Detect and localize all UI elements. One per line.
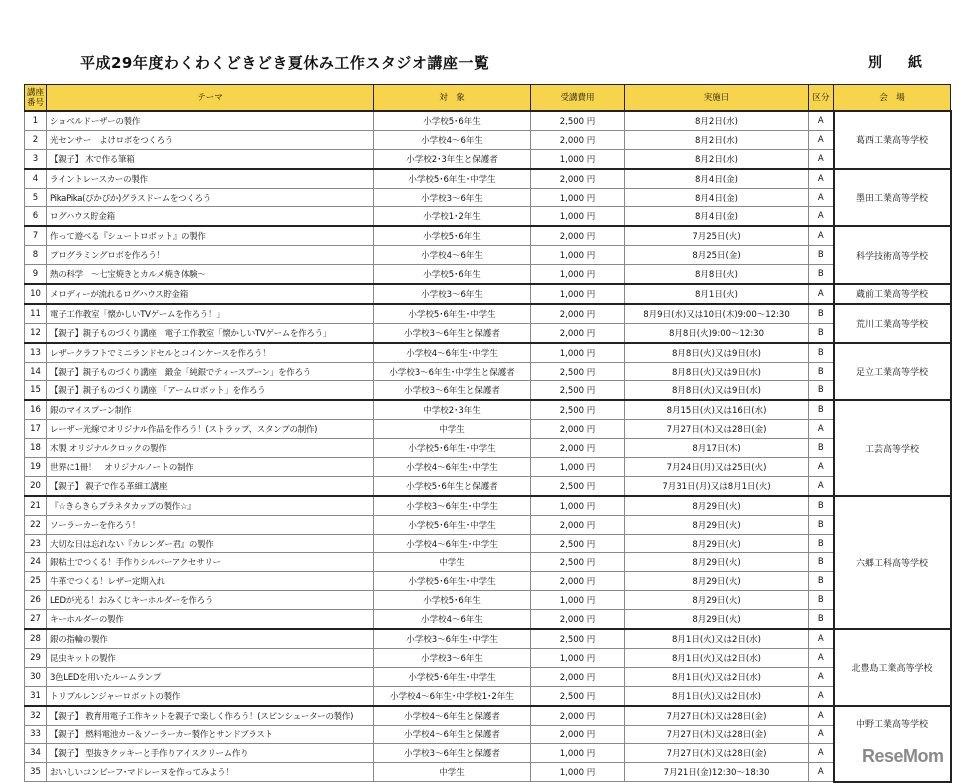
course-venue: 六郷工科高等学校 (834, 496, 951, 629)
table-row (25, 686, 951, 705)
course-theme: 牛革でつくる！レザー定期入れ (47, 572, 374, 591)
course-theme: 木製 オリジナルクロックの製作 (47, 439, 374, 458)
course-number: 6 (25, 207, 47, 226)
table-row (25, 149, 951, 168)
course-fee: 2,000 円 (531, 725, 625, 744)
table-row (25, 188, 951, 207)
course-target: 中学生 (374, 553, 531, 572)
course-date: 8月17日(木) (625, 439, 809, 458)
course-theme: 【親子】 木で作る筆箱 (47, 149, 374, 168)
table-row (25, 667, 951, 686)
course-fee: 2,000 円 (531, 304, 625, 323)
course-number: 29 (25, 648, 47, 667)
header-target: 対 象 (374, 85, 531, 112)
course-theme: 銀粘土でつくる！手作りシルバーアクセサリー (47, 553, 374, 572)
table-row (25, 439, 951, 458)
table-row (25, 629, 951, 648)
course-date: 8月29日(火) (625, 534, 809, 553)
course-number: 2 (25, 130, 47, 149)
header-kubun: 区分 (809, 85, 834, 112)
course-fee: 1,000 円 (531, 648, 625, 667)
course-target: 小学校3～6年生と保護者 (374, 744, 531, 763)
course-date: 8月25日(金) (625, 246, 809, 265)
table-row (25, 572, 951, 591)
course-kubun: A (809, 686, 834, 705)
course-fee: 2,000 円 (531, 130, 625, 149)
course-theme: おいしいコンビーフ･マドレーヌを作ってみよう！ (47, 763, 374, 782)
course-kubun: B (809, 362, 834, 381)
course-number: 35 (25, 763, 47, 782)
course-number: 28 (25, 629, 47, 648)
course-date: 8月29日(火) (625, 610, 809, 629)
header-theme: テーマ (47, 85, 374, 112)
course-number: 17 (25, 420, 47, 439)
course-date: 8月29日(火) (625, 515, 809, 534)
course-venue: 葛西工業高等学校 (834, 111, 951, 169)
course-number: 32 (25, 706, 47, 725)
course-date: 7月27日(木)又は28日(金) (625, 706, 809, 725)
course-target: 小学校4～6年生 (374, 610, 531, 629)
header-date: 実施日 (625, 85, 809, 112)
course-venue: 荒川工業高等学校 (834, 304, 951, 343)
course-fee: 1,000 円 (531, 496, 625, 515)
table-row (25, 111, 951, 130)
course-theme: 電子工作教室「懐かしいTVゲームを作ろう！」 (47, 304, 374, 323)
course-theme: 【親子】親子ものづくり講座 「アームロボット」を作ろう (47, 381, 374, 400)
course-date: 8月2日(水) (625, 149, 809, 168)
course-fee: 2,500 円 (531, 686, 625, 705)
course-date: 8月8日(火)又は9日(水) (625, 381, 809, 400)
course-date: 7月27日(木)又は28日(金) (625, 725, 809, 744)
course-number: 22 (25, 515, 47, 534)
course-fee: 1,000 円 (531, 188, 625, 207)
course-theme: 【親子】親子ものづくり講座 鍛金「純銀でティースプーン」を作ろう (47, 362, 374, 381)
course-fee: 2,000 円 (531, 226, 625, 245)
course-fee: 2,000 円 (531, 572, 625, 591)
course-kubun: B (809, 610, 834, 629)
course-theme: 【親子】親子ものづくり講座 電子工作教室「懐かしいTVゲームを作ろう」 (47, 323, 374, 342)
course-target: 小学校4～6年生･中学生 (374, 343, 531, 362)
course-number: 26 (25, 591, 47, 610)
course-fee: 2,000 円 (531, 515, 625, 534)
course-number: 4 (25, 169, 47, 188)
course-target: 小学校1･2年生 (374, 207, 531, 226)
course-kubun: B (809, 515, 834, 534)
table-row (25, 515, 951, 534)
course-target: 小学校5･6年生･中学生 (374, 572, 531, 591)
course-fee: 1,000 円 (531, 284, 625, 304)
course-kubun: A (809, 725, 834, 744)
course-date: 8月1日(火)又は2日(水) (625, 667, 809, 686)
course-theme: ログハウス貯金箱 (47, 207, 374, 226)
table-row (25, 362, 951, 381)
course-fee: 2,500 円 (531, 362, 625, 381)
course-theme: レーザー光線でオリジナル作品を作ろう！(ストラップ、スタンプの制作) (47, 420, 374, 439)
table-row (25, 381, 951, 400)
course-target: 小学校5･6年生 (374, 111, 531, 130)
course-number: 31 (25, 686, 47, 705)
course-date: 8月8日(火)又は9日(水) (625, 343, 809, 362)
course-number: 14 (25, 362, 47, 381)
course-theme: メロディーが流れるログハウス貯金箱 (47, 284, 374, 304)
course-venue: 中野工業高等学校 (834, 706, 951, 782)
course-target: 小学校3～6年生と保護者 (374, 323, 531, 342)
course-number: 18 (25, 439, 47, 458)
course-target: 小学校5･6年生と保護者 (374, 476, 531, 495)
course-theme: 【親子】 型抜きクッキーと手作りアイスクリーム作り (47, 744, 374, 763)
course-table (24, 84, 952, 783)
course-theme: 『☆きらきらプラネタカップの製作☆』 (47, 496, 374, 515)
course-target: 小学校3～6年生 (374, 648, 531, 667)
course-number: 5 (25, 188, 47, 207)
course-kubun: A (809, 629, 834, 648)
table-row (25, 610, 951, 629)
course-target: 小学校3～6年生･中学生 (374, 629, 531, 648)
course-kubun: B (809, 381, 834, 400)
course-kubun: B (809, 246, 834, 265)
table-row (25, 343, 951, 362)
course-target: 小学校5･6年生 (374, 226, 531, 245)
course-theme: LEDが光る！おみくじキーホルダーを作ろう (47, 591, 374, 610)
course-number: 1 (25, 111, 47, 130)
table-row (25, 496, 951, 515)
table-row (25, 284, 951, 304)
course-fee: 1,000 円 (531, 591, 625, 610)
course-date: 7月27日(木)又は28日(金) (625, 420, 809, 439)
course-target: 小学校2･3年生と保護者 (374, 149, 531, 168)
course-target: 中学生 (374, 763, 531, 782)
course-kubun: B (809, 553, 834, 572)
course-target: 小学校3～6年生･中学生 (374, 496, 531, 515)
course-date: 7月31日(月)又は8月1日(火) (625, 476, 809, 495)
course-fee: 2,000 円 (531, 610, 625, 629)
course-venue: 科学技術高等学校 (834, 226, 951, 284)
course-date: 7月25日(火) (625, 226, 809, 245)
course-kubun: A (809, 706, 834, 725)
course-number: 8 (25, 246, 47, 265)
course-kubun: B (809, 496, 834, 515)
course-target: 中学生 (374, 420, 531, 439)
course-date: 8月4日(金) (625, 169, 809, 188)
table-row (25, 130, 951, 149)
course-date: 7月27日(木)又は28日(金) (625, 744, 809, 763)
course-venue: 墨田工業高等学校 (834, 169, 951, 227)
course-kubun: A (809, 458, 834, 477)
course-date: 8月9日(水)又は10日(木)9:00～12:30 (625, 304, 809, 323)
header-venue: 会 場 (834, 85, 951, 112)
course-number: 27 (25, 610, 47, 629)
table-row (25, 207, 951, 226)
course-target: 小学校5･6年生･中学生 (374, 515, 531, 534)
course-date: 8月29日(火) (625, 553, 809, 572)
table-row (25, 763, 951, 782)
course-target: 小学校4～6年生･中学生 (374, 458, 531, 477)
course-fee: 2,500 円 (531, 111, 625, 130)
course-theme: 熱の科学 ～七宝焼きとカルメ焼き体験～ (47, 265, 374, 284)
course-theme: 作って遊べる『シュートロボット』の製作 (47, 226, 374, 245)
course-kubun: A (809, 476, 834, 495)
course-date: 8月4日(金) (625, 207, 809, 226)
course-date: 8月1日(火)又は2日(水) (625, 629, 809, 648)
table-row (25, 226, 951, 245)
course-kubun: A (809, 149, 834, 168)
course-theme: レザークラフトでミニランドセルとコインケースを作ろう！ (47, 343, 374, 362)
course-kubun: A (809, 169, 834, 188)
course-theme: 光センサー よけロボをつくろう (47, 130, 374, 149)
table-row (25, 265, 951, 284)
course-fee: 2,000 円 (531, 439, 625, 458)
course-number: 7 (25, 226, 47, 245)
course-fee: 1,000 円 (531, 744, 625, 763)
table-header-row (25, 85, 951, 112)
course-date: 8月29日(火) (625, 591, 809, 610)
course-target: 小学校3～6年生 (374, 284, 531, 304)
course-theme: トリプルレンジャーロボットの製作 (47, 686, 374, 705)
course-fee: 2,500 円 (531, 381, 625, 400)
course-number: 30 (25, 667, 47, 686)
course-kubun: B (809, 323, 834, 342)
course-fee: 2,500 円 (531, 553, 625, 572)
course-date: 8月29日(火) (625, 496, 809, 515)
course-number: 20 (25, 476, 47, 495)
course-fee: 1,000 円 (531, 207, 625, 226)
course-kubun: A (809, 744, 834, 763)
course-date: 8月8日(火) (625, 265, 809, 284)
course-kubun: A (809, 420, 834, 439)
course-fee: 1,000 円 (531, 265, 625, 284)
course-target: 小学校4～6年生と保護者 (374, 725, 531, 744)
course-date: 8月8日(火)又は9日(水) (625, 362, 809, 381)
course-number: 33 (25, 725, 47, 744)
annex-label: 別 紙 (868, 55, 928, 71)
course-fee: 1,000 円 (531, 343, 625, 362)
table-row (25, 534, 951, 553)
course-number: 25 (25, 572, 47, 591)
course-date: 8月2日(水) (625, 111, 809, 130)
course-kubun: B (809, 572, 834, 591)
course-target: 中学校2･3年生 (374, 400, 531, 419)
course-venue: 足立工業高等学校 (834, 343, 951, 401)
course-date: 8月1日(火)又は2日(水) (625, 686, 809, 705)
course-target: 小学校5･6年生･中学生 (374, 304, 531, 323)
course-number: 13 (25, 343, 47, 362)
course-fee: 2,500 円 (531, 629, 625, 648)
course-kubun: A (809, 207, 834, 226)
course-fee: 2,000 円 (531, 667, 625, 686)
table-row (25, 400, 951, 419)
course-date: 8月1日(火)又は2日(水) (625, 648, 809, 667)
course-theme: キーホルダーの製作 (47, 610, 374, 629)
course-theme: 銀のマイスプーン制作 (47, 400, 374, 419)
table-row (25, 591, 951, 610)
page-title: 平成29年度わくわくどきどき夏休み工作スタジオ講座一覧 (80, 54, 490, 72)
course-target: 小学校4～6年生 (374, 130, 531, 149)
course-kubun: B (809, 304, 834, 323)
course-theme: 【親子】 親子で作る革細工講座 (47, 476, 374, 495)
course-number: 10 (25, 284, 47, 304)
course-kubun: A (809, 763, 834, 782)
course-date: 8月15日(火)又は16日(水) (625, 400, 809, 419)
course-number: 24 (25, 553, 47, 572)
course-fee: 1,000 円 (531, 763, 625, 782)
course-number: 19 (25, 458, 47, 477)
course-date: 8月2日(水) (625, 130, 809, 149)
course-kubun: B (809, 343, 834, 362)
table-row (25, 476, 951, 495)
course-date: 8月8日(火)9:00～12:30 (625, 323, 809, 342)
course-number: 23 (25, 534, 47, 553)
header-fee: 受講費用 (531, 85, 625, 112)
course-theme: 大切な日は忘れない『カレンダー君』の製作 (47, 534, 374, 553)
course-kubun: B (809, 591, 834, 610)
course-fee: 2,500 円 (531, 400, 625, 419)
course-venue: 蔵前工業高等学校 (834, 284, 951, 304)
course-date: 7月24日(月)又は25日(火) (625, 458, 809, 477)
course-theme: 昆虫キットの製作 (47, 648, 374, 667)
course-fee: 2,000 円 (531, 323, 625, 342)
course-target: 小学校4～6年生･中学生 (374, 534, 531, 553)
course-fee: 2,000 円 (531, 169, 625, 188)
course-target: 小学校5･6年生･中学生 (374, 667, 531, 686)
course-number: 21 (25, 496, 47, 515)
course-theme: ショベルドーザーの製作 (47, 111, 374, 130)
course-fee: 2,000 円 (531, 420, 625, 439)
course-theme: ライントレースカーの製作 (47, 169, 374, 188)
course-theme: プログラミングロボを作ろう！ (47, 246, 374, 265)
course-number: 12 (25, 323, 47, 342)
table-row (25, 553, 951, 572)
course-theme: 3色LEDを用いたルームランプ (47, 667, 374, 686)
table-row (25, 744, 951, 763)
course-date: 8月4日(金) (625, 188, 809, 207)
resemom-logo: ReseMom (862, 746, 944, 766)
course-target: 小学校4～6年生と保護者 (374, 706, 531, 725)
course-date: 7月21日(金)12:30～18:30 (625, 763, 809, 782)
course-target: 小学校3～6年生 (374, 188, 531, 207)
course-kubun: B (809, 400, 834, 419)
course-target: 小学校3～6年生と保護者 (374, 381, 531, 400)
course-target: 小学校3～6年生･中学生と保護者 (374, 362, 531, 381)
course-kubun: A (809, 667, 834, 686)
course-venue: 工芸高等学校 (834, 400, 951, 495)
course-number: 16 (25, 400, 47, 419)
table-row (25, 706, 951, 725)
course-fee: 2,500 円 (531, 534, 625, 553)
course-kubun: A (809, 284, 834, 304)
course-fee: 1,000 円 (531, 149, 625, 168)
table-row (25, 725, 951, 744)
course-theme: PikaPika(ぴかぴか)グラスドームをつくろう (47, 188, 374, 207)
course-target: 小学校4～6年生･中学校1･2年生 (374, 686, 531, 705)
table-row (25, 304, 951, 323)
course-number: 11 (25, 304, 47, 323)
course-theme: 世界に1冊！ オリジナルノートの制作 (47, 458, 374, 477)
course-kubun: A (809, 188, 834, 207)
course-theme: 銀の指輪の製作 (47, 629, 374, 648)
course-fee: 1,000 円 (531, 246, 625, 265)
course-target: 小学校4～6年生 (374, 246, 531, 265)
course-target: 小学校5･6年生･中学生 (374, 439, 531, 458)
table-row (25, 169, 951, 188)
table-row (25, 648, 951, 667)
course-theme: ソーラーカーを作ろう！ (47, 515, 374, 534)
course-date: 8月29日(火) (625, 572, 809, 591)
course-fee: 2,000 円 (531, 706, 625, 725)
course-date: 8月1日(火) (625, 284, 809, 304)
course-target: 小学校5･6年生 (374, 265, 531, 284)
table-row (25, 458, 951, 477)
course-number: 3 (25, 149, 47, 168)
course-kubun: A (809, 226, 834, 245)
course-target: 小学校5･6年生･中学生 (374, 169, 531, 188)
course-number: 9 (25, 265, 47, 284)
course-kubun: B (809, 439, 834, 458)
course-kubun: A (809, 648, 834, 667)
course-theme: 【親子】 教育用電子工作キットを親子で楽しく作ろう！(スピンシューターの製作) (47, 706, 374, 725)
course-target: 小学校5･6年生 (374, 591, 531, 610)
course-venue: 北豊島工業高等学校 (834, 629, 951, 706)
course-kubun: A (809, 111, 834, 130)
course-number: 34 (25, 744, 47, 763)
course-fee: 1,000 円 (531, 458, 625, 477)
table-row (25, 323, 951, 342)
course-kubun: A (809, 130, 834, 149)
table-row (25, 246, 951, 265)
course-fee: 2,500 円 (531, 476, 625, 495)
course-kubun: B (809, 534, 834, 553)
header-num: 講座番号 (25, 85, 47, 112)
course-number: 15 (25, 381, 47, 400)
course-theme: 【親子】 燃料電池カー＆ソーラーカー製作とサンドブラスト (47, 725, 374, 744)
table-row (25, 420, 951, 439)
course-kubun: B (809, 265, 834, 284)
